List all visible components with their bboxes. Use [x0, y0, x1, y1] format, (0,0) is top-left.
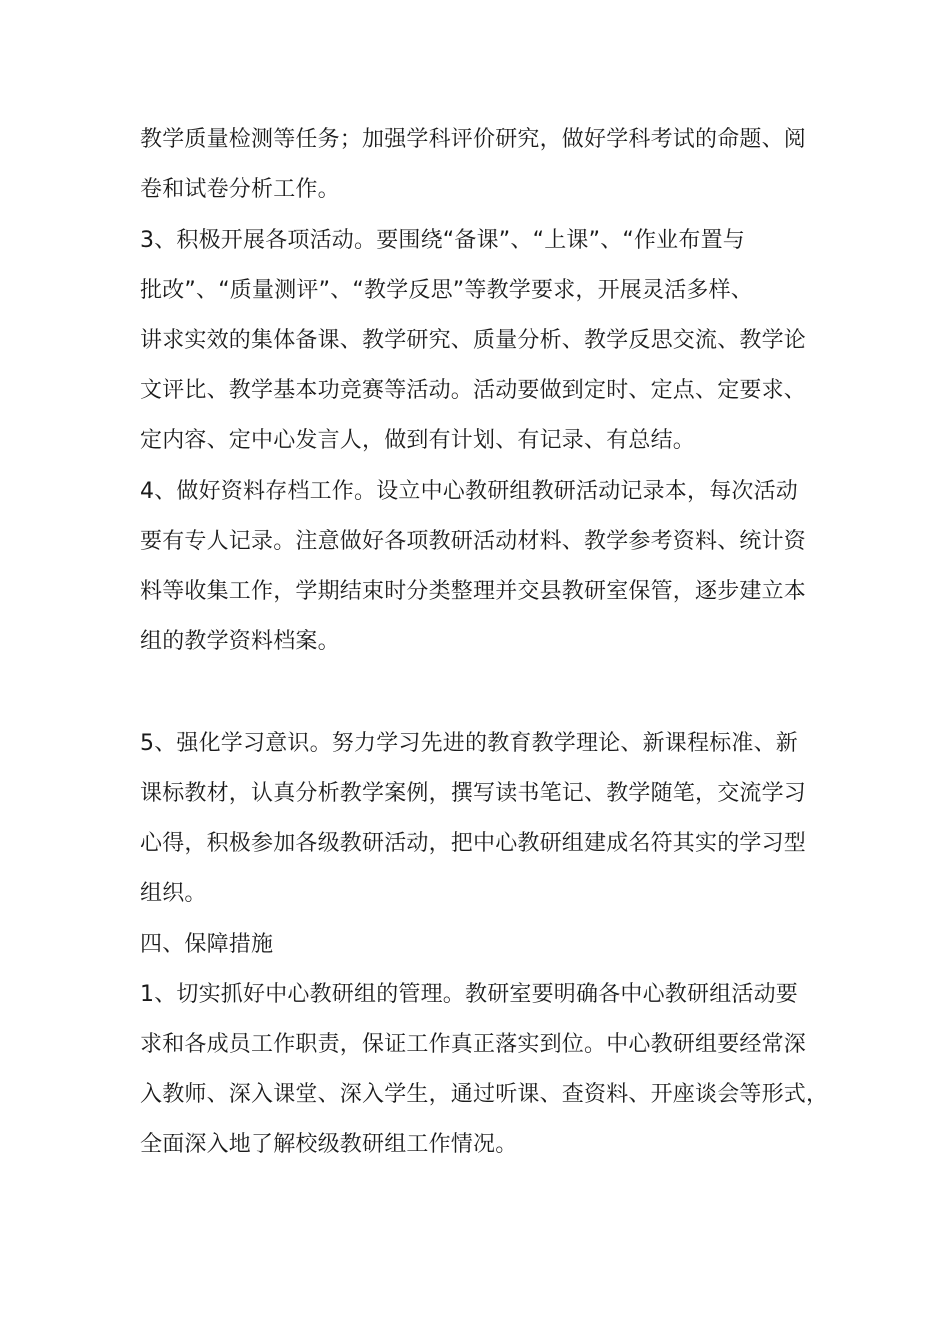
text-line: 4、做好资料存档工作。设立中心教研组教研活动记录本，每次活动 — [140, 479, 798, 504]
text-line: 要有专人记录。注意做好各项教研活动材料、教学参考资料、统计资 — [140, 529, 807, 554]
text-line: 教学质量检测等任务；加强学科评价研究，做好学科考试的命题、阅 — [140, 127, 807, 152]
text-line: 料等收集工作，学期结束时分类整理并交县教研室保管，逐步建立本 — [140, 579, 807, 604]
text-line: 5、强化学习意识。努力学习先进的教育教学理论、新课程标准、新 — [140, 731, 798, 756]
text-line: 组织。 — [140, 881, 207, 906]
text-line: 1、切实抓好中心教研组的管理。教研室要明确各中心教研组活动要 — [140, 982, 798, 1007]
text-line: 3、积极开展各项活动。要围绕“备课”、“上课”、“作业布置与 — [140, 228, 745, 253]
text-line: 卷和试卷分析工作。 — [140, 177, 340, 202]
section-heading: 四、保障措施 — [140, 932, 274, 957]
text-line: 求和各成员工作职责，保证工作真正落实到位。中心教研组要经常深 — [140, 1032, 807, 1057]
text-line: 定内容、定中心发言人，做到有计划、有记录、有总结。 — [140, 428, 696, 453]
text-line: 心得，积极参加各级教研活动，把中心教研组建成名符其实的学习型 — [140, 831, 807, 856]
text-line: 全面深入地了解校级教研组工作情况。 — [140, 1132, 518, 1157]
text-line: 批改”、“质量测评”、“教学反思”等教学要求，开展灵活多样、 — [140, 278, 753, 303]
text-line: 组的教学资料档案。 — [140, 629, 340, 654]
text-line: 课标教材，认真分析教学案例，撰写读书笔记、教学随笔，交流学习 — [140, 781, 807, 806]
text-line: 文评比、教学基本功竞赛等活动。活动要做到定时、定点、定要求、 — [140, 378, 807, 403]
text-line: 入教师、深入课堂、深入学生，通过听课、查资料、开座谈会等形式， — [140, 1082, 829, 1107]
text-line: 讲求实效的集体备课、教学研究、质量分析、教学反思交流、教学论 — [140, 328, 807, 353]
